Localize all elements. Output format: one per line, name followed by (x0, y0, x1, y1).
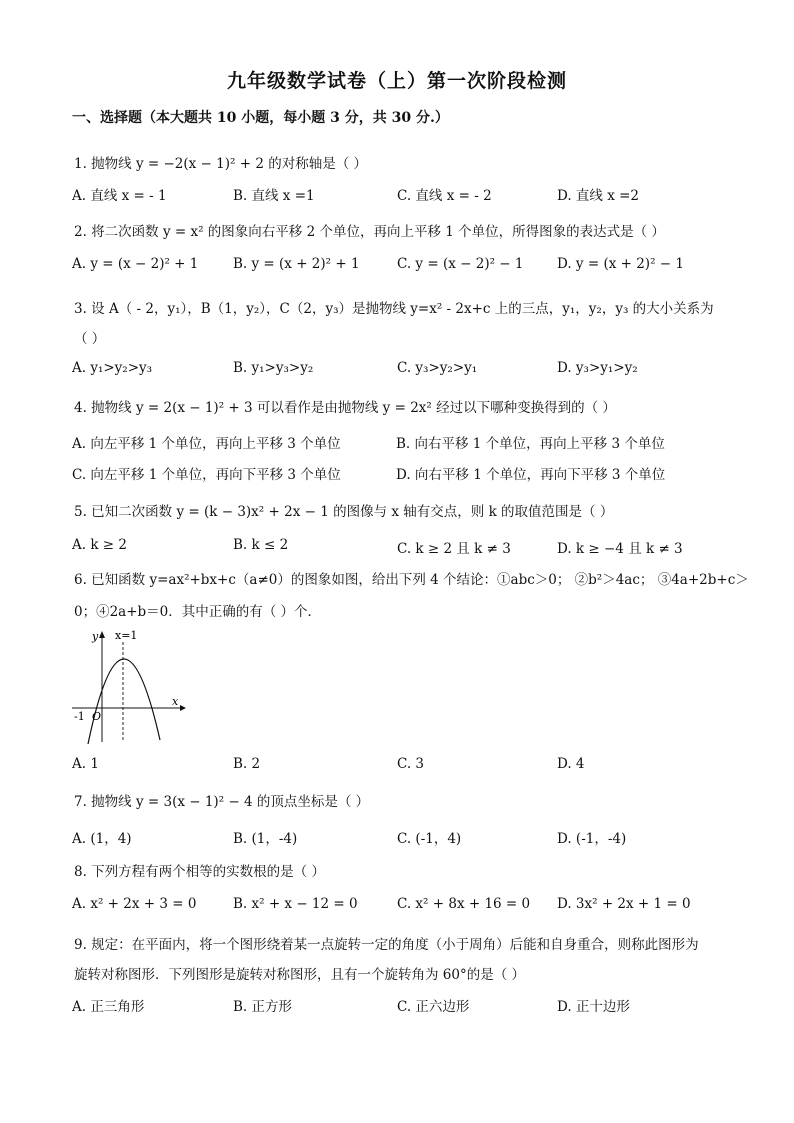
q9-option-b[interactable]: B. 正方形 (233, 999, 293, 1015)
q1-option-c[interactable]: C. 直线 x = - 2 (397, 188, 492, 204)
question-7: 7. 抛物线 y = 3(x − 1)² − 4 的顶点坐标是（ ） (74, 794, 370, 810)
q5-option-c[interactable]: C. k ≥ 2 且 k ≠ 3 (397, 541, 511, 557)
question-6-cont: 0；④2a+b＝0．其中正确的有（ ）个． (74, 604, 322, 620)
q4-option-c[interactable]: C. 向左平移 1 个单位，再向下平移 3 个单位 (72, 467, 341, 483)
question-3: 3. 设 A（ - 2，y₁），B（1，y₂），C（2，y₃）是抛物线 y=x² - 2x+c 上的三点，y₁，y₂，y₃ 的大小关系为 (74, 301, 714, 317)
question-5: 5. 已知二次函数 y = (k − 3)x² + 2x − 1 的图像与 x 轴有交点，则 k 的取值范围是（ ） (74, 504, 614, 520)
q2-option-a[interactable]: A. y = (x − 2)² + 1 (72, 256, 199, 272)
question-4: 4. 抛物线 y = 2(x − 1)² + 3 可以看作是由抛物线 y = 2x² 经过以下哪种变换得到的（ ） (74, 400, 616, 416)
q3-option-a[interactable]: A. y₁>y₂>y₃ (72, 360, 153, 376)
q6-option-c[interactable]: C. 3 (397, 756, 425, 772)
symmetry-label: x=1 (115, 629, 138, 642)
parabola-curve (88, 659, 160, 744)
q5-option-b[interactable]: B. k ≤ 2 (233, 537, 289, 553)
q2-option-c[interactable]: C. y = (x − 2)² − 1 (397, 256, 524, 272)
q7-option-a[interactable]: A. (1，4) (72, 831, 132, 847)
q6-option-d[interactable]: D. 4 (557, 756, 585, 772)
q9-option-d[interactable]: D. 正十边形 (557, 999, 630, 1015)
q7-option-c[interactable]: C. (-1，4) (397, 831, 462, 847)
q4-option-a[interactable]: A. 向左平移 1 个单位，再向上平移 3 个单位 (72, 436, 341, 452)
question-3-cont: （ ） (74, 331, 106, 347)
q6-option-a[interactable]: A. 1 (72, 756, 99, 772)
q8-option-a[interactable]: A. x² + 2x + 3 = 0 (72, 896, 197, 912)
q1-option-b[interactable]: B. 直线 x =1 (233, 188, 315, 204)
q3-option-c[interactable]: C. y₃>y₂>y₁ (397, 360, 478, 376)
q1-option-d[interactable]: D. 直线 x =2 (557, 188, 640, 204)
parabola-graph (68, 628, 188, 748)
q4-option-b[interactable]: B. 向右平移 1 个单位，再向上平移 3 个单位 (396, 436, 665, 452)
page-title: 九年级数学试卷（上）第一次阶段检测 (226, 70, 567, 92)
x-axis-arrow (180, 705, 186, 711)
q6-option-b[interactable]: B. 2 (233, 756, 261, 772)
q7-option-d[interactable]: D. (-1，-4) (557, 831, 627, 847)
section-heading: 一、选择题（本大题共 10 小题，每小题 3 分，共 30 分.） (72, 110, 449, 126)
q2-option-b[interactable]: B. y = (x + 2)² + 1 (233, 256, 360, 272)
question-8: 8. 下列方程有两个相等的实数根的是（ ） (74, 864, 325, 880)
y-axis-arrow (99, 631, 105, 638)
y-axis-label: y (92, 630, 99, 643)
q3-option-d[interactable]: D. y₃>y₁>y₂ (557, 360, 638, 376)
question-9: 9. 规定：在平面内，将一个图形绕着某一点旋转一定的角度（小于周角）后能和自身重合，则称此图形为 (74, 937, 699, 953)
q8-option-d[interactable]: D. 3x² + 2x + 1 = 0 (557, 896, 691, 912)
q5-option-d[interactable]: D. k ≥ −4 且 k ≠ 3 (557, 541, 683, 557)
q2-option-d[interactable]: D. y = (x + 2)² − 1 (557, 256, 684, 272)
q8-option-c[interactable]: C. x² + 8x + 16 = 0 (397, 896, 531, 912)
q7-option-b[interactable]: B. (1，-4) (233, 831, 298, 847)
q9-option-a[interactable]: A. 正三角形 (72, 999, 145, 1015)
x-axis-label: x (172, 695, 179, 708)
q8-option-b[interactable]: B. x² + x − 12 = 0 (233, 896, 358, 912)
q1-option-a[interactable]: A. 直线 x = - 1 (72, 188, 167, 204)
origin-label: O (92, 710, 102, 723)
q3-option-b[interactable]: B. y₁>y₃>y₂ (233, 360, 314, 376)
question-9-cont: 旋转对称图形．下列图形是旋转对称图形，且有一个旋转角为 60°的是（ ） (74, 967, 526, 983)
question-1: 1. 抛物线 y = −2(x − 1)² + 2 的对称轴是（ ） (74, 156, 367, 172)
neg-one-label: -1 (74, 710, 85, 723)
question-6: 6. 已知函数 y=ax²+bx+c（a≠0）的图象如图，给出下列 4 个结论：①abc＞0； ②b²＞4ac； ③4a+2b+c＞ (74, 572, 749, 588)
q4-option-d[interactable]: D. 向右平移 1 个单位，再向下平移 3 个单位 (396, 467, 666, 483)
q5-option-a[interactable]: A. k ≥ 2 (72, 537, 127, 553)
q9-option-c[interactable]: C. 正六边形 (397, 999, 470, 1015)
question-2: 2. 将二次函数 y = x² 的图象向右平移 2 个单位，再向上平移 1 个单位，所得图象的表达式是（ ） (74, 224, 665, 240)
